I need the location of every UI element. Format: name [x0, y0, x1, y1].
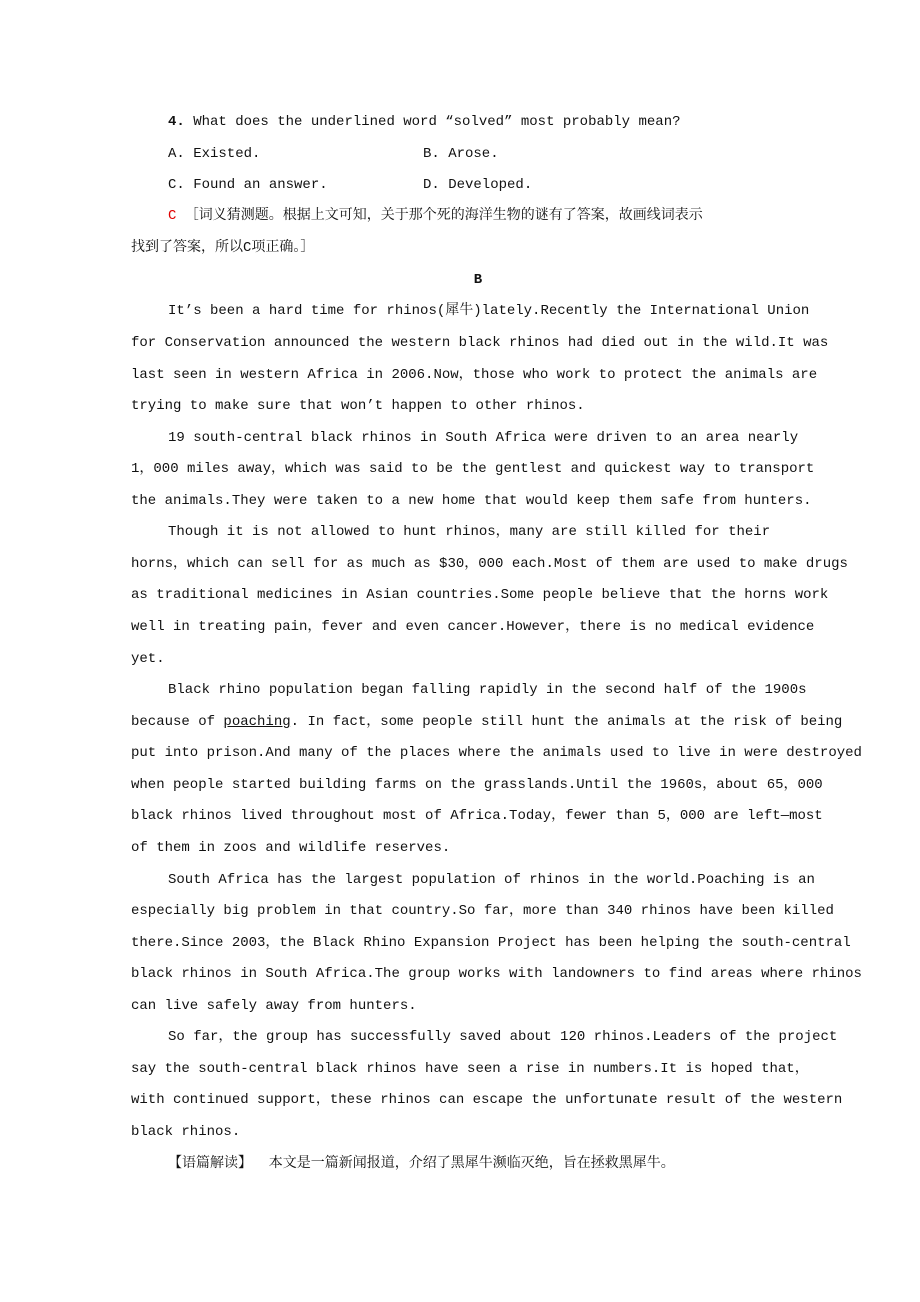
- underlined-word: poaching: [223, 714, 291, 730]
- passage-line: for Conservation announced the western black rhinos had died out in the wild.It was: [131, 335, 829, 351]
- passage-line: black rhinos lived throughout most of Africa.Today，fewer than 5，000 are left—most: [131, 808, 823, 824]
- option-c: C. Found an answer.: [168, 177, 328, 193]
- passage-line: South Africa has the largest population of rhinos in the world.Poaching is an: [168, 872, 815, 888]
- passage-line: horns，which can sell for as much as $30，000 each.Most of them are used to make drugs: [131, 556, 848, 572]
- question-stem: [168, 112, 681, 132]
- passage-line: Black rhino population began falling rapidly in the second half of the 1900s: [168, 682, 807, 698]
- passage-line: of them in zoos and wildlife reserves.: [131, 840, 451, 856]
- section-title: B: [473, 272, 483, 288]
- explanation-text-cont: 找到了答案，所以C项正确。］: [131, 240, 315, 256]
- passage-line: say the south-central black rhinos have seen a rise in numbers.It is hoped that，: [131, 1061, 809, 1077]
- passage-line: last seen in western Africa in 2006.Now，those who work to protect the animals are: [131, 367, 818, 383]
- question-number: 4.: [168, 114, 185, 130]
- summary-label: 【语篇解读】: [168, 1156, 252, 1172]
- passage-line: when people started building farms on the grasslands.Until the 1960s，about 65，000: [131, 777, 823, 793]
- summary-text: 本文是一篇新闻报道，介绍了黑犀牛濒临灭绝，旨在拯救黑犀牛。: [252, 1156, 675, 1172]
- text: because of: [131, 714, 224, 730]
- passage-line: So far，the group has successfully saved about 120 rhinos.Leaders of the project: [168, 1029, 838, 1045]
- passage-line: [131, 712, 842, 732]
- passage-line: especially big problem in that country.So far，more than 340 rhinos have been killed: [131, 903, 834, 919]
- passage-line: It’s been a hard time for rhinos(犀牛)lately.Recently the International Union: [168, 303, 810, 319]
- passage-line: well in treating pain，fever and even cancer.However，there is no medical evidence: [131, 619, 815, 635]
- passage-line: black rhinos.: [131, 1124, 241, 1140]
- passage-line: yet.: [131, 651, 165, 667]
- text: . In fact，some people still hunt the animals at the risk of being: [290, 714, 843, 730]
- summary: [168, 1154, 675, 1174]
- passage-line: trying to make sure that won’t happen to other rhinos.: [131, 398, 585, 414]
- passage-line: 19 south-central black rhinos in South Africa were driven to an area nearly: [168, 430, 799, 446]
- option-d: D. Developed.: [423, 177, 533, 193]
- answer-letter: C: [168, 208, 177, 224]
- option-a: A. Existed.: [168, 146, 261, 162]
- passage-line: with continued support，these rhinos can escape the unfortunate result of the western: [131, 1092, 843, 1108]
- passage-line: black rhinos in South Africa.The group works with landowners to find areas where rhinos: [131, 966, 862, 982]
- answer-explanation: [168, 206, 703, 226]
- passage-line: put into prison.And many of the places where the animals used to live in were destroyed: [131, 745, 862, 761]
- explanation-text: ［词义猜测题。根据上文可知，关于那个死的海洋生物的谜有了答案，故画线词表示: [176, 208, 703, 224]
- passage-line: can live safely away from hunters.: [131, 998, 417, 1014]
- passage-line: Though it is not allowed to hunt rhinos，many are still killed for their: [168, 524, 771, 540]
- option-b: B. Arose.: [423, 146, 499, 162]
- passage-line: the animals.They were taken to a new home that would keep them safe from hunters.: [131, 493, 812, 509]
- question-text: What does the underlined word “solved” most probably mean?: [184, 114, 681, 130]
- passage-line: 1，000 miles away，which was said to be the gentlest and quickest way to transport: [131, 461, 815, 477]
- passage-line: as traditional medicines in Asian countries.Some people believe that the horns work: [131, 587, 829, 603]
- passage-line: there.Since 2003，the Black Rhino Expansion Project has been helping the south-central: [131, 935, 851, 951]
